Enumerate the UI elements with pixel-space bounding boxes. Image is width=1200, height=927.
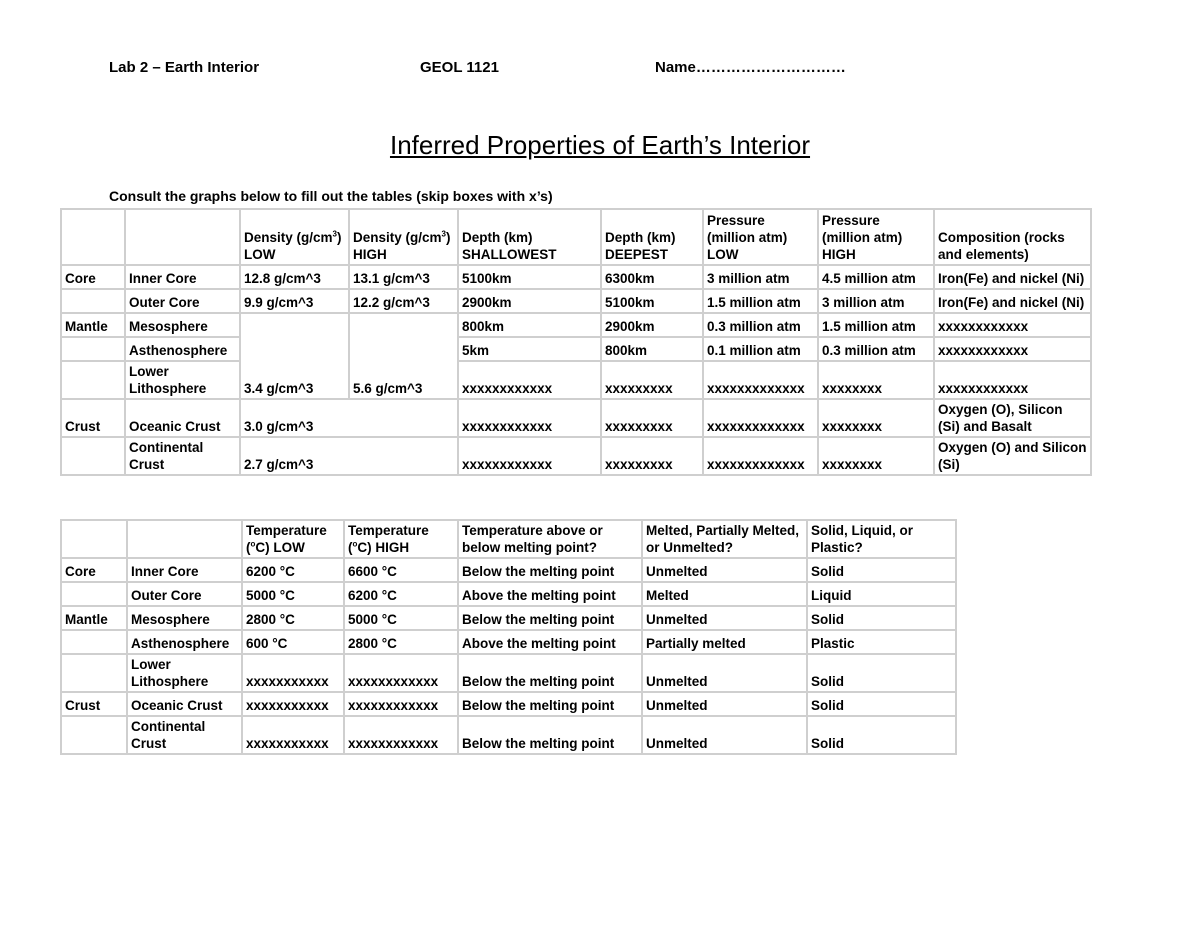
melted-status: Unmelted xyxy=(642,606,807,630)
melted-status: Melted xyxy=(642,582,807,606)
header-cell-empty xyxy=(61,209,125,265)
table-row xyxy=(61,265,1091,289)
pressure-high: 0.3 million atm xyxy=(818,337,934,361)
mantle-density-high: 5.6 g/cm^3 xyxy=(349,313,458,399)
state: Solid xyxy=(807,654,956,692)
table-row xyxy=(61,361,1091,399)
temp-low: 6200 °C xyxy=(242,558,344,582)
pressure-high: xxxxxxxx xyxy=(818,399,934,437)
group-mantle: Mantle xyxy=(61,606,127,630)
composition: xxxxxxxxxxxx xyxy=(934,337,1091,361)
composition: xxxxxxxxxxxx xyxy=(934,313,1091,337)
composition: Oxygen (O), Silicon (Si) and Basalt xyxy=(934,399,1091,437)
melting-point: Above the melting point xyxy=(458,630,642,654)
name-field: Name………………………… xyxy=(655,59,846,76)
composition: Iron(Fe) and nickel (Ni) xyxy=(934,265,1091,289)
course-code: GEOL 1121 xyxy=(420,59,499,76)
layer-name: Outer Core xyxy=(125,289,240,313)
depth-deepest: xxxxxxxxx xyxy=(601,399,703,437)
pressure-low: xxxxxxxxxxxxx xyxy=(703,361,818,399)
instructions: Consult the graphs below to fill out the tables (skip boxes with x’s) xyxy=(109,188,553,204)
table-row xyxy=(61,289,1091,313)
layer-name: Lower Lithosphere xyxy=(127,654,242,692)
table-row xyxy=(61,337,1091,361)
header-pressure-low: Pressure (million atm) LOW xyxy=(703,209,818,265)
table-row xyxy=(61,630,956,654)
pressure-low: 0.1 million atm xyxy=(703,337,818,361)
pressure-high: 1.5 million atm xyxy=(818,313,934,337)
header-cell-empty xyxy=(125,209,240,265)
group-crust: Crust xyxy=(61,692,127,716)
temp-low: xxxxxxxxxxx xyxy=(242,716,344,754)
temp-high: 6200 °C xyxy=(344,582,458,606)
depth-shallowest: xxxxxxxxxxxx xyxy=(458,437,601,475)
state: Liquid xyxy=(807,582,956,606)
group-empty xyxy=(61,437,125,475)
header-composition: Composition (rocks and elements) xyxy=(934,209,1091,265)
crust-density: 2.7 g/cm^3 xyxy=(240,437,458,475)
depth-deepest: xxxxxxxxx xyxy=(601,437,703,475)
header-cell-empty xyxy=(127,520,242,558)
state: Plastic xyxy=(807,630,956,654)
melted-status: Partially melted xyxy=(642,630,807,654)
group-empty xyxy=(61,337,125,361)
group-empty xyxy=(61,361,125,399)
group-empty xyxy=(61,654,127,692)
layer-name: Oceanic Crust xyxy=(125,399,240,437)
density-low: 12.8 g/cm^3 xyxy=(240,265,349,289)
depth-shallowest: 5km xyxy=(458,337,601,361)
pressure-high: xxxxxxxx xyxy=(818,437,934,475)
lab-title: Lab 2 – Earth Interior xyxy=(109,59,260,76)
layer-name: Mesosphere xyxy=(127,606,242,630)
density-high: 13.1 g/cm^3 xyxy=(349,265,458,289)
melting-point: Below the melting point xyxy=(458,692,642,716)
group-empty xyxy=(61,630,127,654)
melting-point: Below the melting point xyxy=(458,716,642,754)
layer-name: Inner Core xyxy=(127,558,242,582)
header-depth-shallowest: Depth (km) SHALLOWEST xyxy=(458,209,601,265)
depth-deepest: 5100km xyxy=(601,289,703,313)
density-low: 9.9 g/cm^3 xyxy=(240,289,349,313)
state: Solid xyxy=(807,692,956,716)
group-core: Core xyxy=(61,265,125,289)
depth-shallowest: xxxxxxxxxxxx xyxy=(458,399,601,437)
crust-density: 3.0 g/cm^3 xyxy=(240,399,458,437)
pressure-low: xxxxxxxxxxxxx xyxy=(703,399,818,437)
state: Solid xyxy=(807,716,956,754)
header-pressure-high: Pressure (million atm) HIGH xyxy=(818,209,934,265)
temp-high: 2800 °C xyxy=(344,630,458,654)
composition: xxxxxxxxxxxx xyxy=(934,361,1091,399)
table-row xyxy=(61,558,956,582)
header-melting-point: Temperature above or below melting point? xyxy=(458,520,642,558)
group-crust: Crust xyxy=(61,399,125,437)
temp-low: 2800 °C xyxy=(242,606,344,630)
melted-status: Unmelted xyxy=(642,654,807,692)
depth-deepest: 2900km xyxy=(601,313,703,337)
header-density-low: Density $(g/cm^3)$ LOW xyxy=(240,209,349,265)
table-row xyxy=(61,399,1091,437)
depth-deepest: xxxxxxxxx xyxy=(601,361,703,399)
temp-low: 600 °C xyxy=(242,630,344,654)
layer-name: Asthenosphere xyxy=(125,337,240,361)
melting-point: Below the melting point xyxy=(458,558,642,582)
density-high: 12.2 g/cm^3 xyxy=(349,289,458,313)
melting-point: Below the melting point xyxy=(458,606,642,630)
pressure-high: xxxxxxxx xyxy=(818,361,934,399)
layer-name: Asthenosphere xyxy=(127,630,242,654)
group-core: Core xyxy=(61,558,127,582)
group-empty xyxy=(61,289,125,313)
table-row xyxy=(61,716,956,754)
table-row xyxy=(61,692,956,716)
melting-point: Above the melting point xyxy=(458,582,642,606)
header-density-high: Density $(g/cm^3)$ HIGH xyxy=(349,209,458,265)
table-row xyxy=(61,313,1091,337)
depth-shallowest: xxxxxxxxxxxx xyxy=(458,361,601,399)
table-row xyxy=(61,654,956,692)
melted-status: Unmelted xyxy=(642,558,807,582)
layer-name: Continental Crust xyxy=(125,437,240,475)
layer-name: Mesosphere xyxy=(125,313,240,337)
temp-high: xxxxxxxxxxxx xyxy=(344,654,458,692)
depth-deepest: 6300km xyxy=(601,265,703,289)
depth-shallowest: 800km xyxy=(458,313,601,337)
pressure-low: 3 million atm xyxy=(703,265,818,289)
temp-high: 6600 °C xyxy=(344,558,458,582)
pressure-low: xxxxxxxxxxxxx xyxy=(703,437,818,475)
state: Solid xyxy=(807,558,956,582)
pressure-high: 4.5 million atm xyxy=(818,265,934,289)
layer-name: Continental Crust xyxy=(127,716,242,754)
table-row xyxy=(61,582,956,606)
group-empty xyxy=(61,582,127,606)
temp-low: 5000 °C xyxy=(242,582,344,606)
header-temp-low: Temperature ($^o$C) LOW xyxy=(242,520,344,558)
depth-shallowest: 2900km xyxy=(458,289,601,313)
temperature-state-table xyxy=(60,519,957,755)
table-row xyxy=(61,437,1091,475)
temp-high: xxxxxxxxxxxx xyxy=(344,716,458,754)
composition: Oxygen (O) and Silicon (Si) xyxy=(934,437,1091,475)
layer-name: Outer Core xyxy=(127,582,242,606)
pressure-low: 1.5 million atm xyxy=(703,289,818,313)
table-header-row xyxy=(61,209,1091,265)
temp-high: xxxxxxxxxxxx xyxy=(344,692,458,716)
page-title: Inferred Properties of Earth’s Interior xyxy=(389,130,811,160)
layer-name: Inner Core xyxy=(125,265,240,289)
state: Solid xyxy=(807,606,956,630)
header-melted: Melted, Partially Melted, or Unmelted? xyxy=(642,520,807,558)
depth-shallowest: 5100km xyxy=(458,265,601,289)
header-cell-empty xyxy=(61,520,127,558)
group-empty xyxy=(61,716,127,754)
temp-low: xxxxxxxxxxx xyxy=(242,692,344,716)
layer-name: Oceanic Crust xyxy=(127,692,242,716)
melting-point: Below the melting point xyxy=(458,654,642,692)
table-row xyxy=(61,606,956,630)
pressure-high: 3 million atm xyxy=(818,289,934,313)
header-temp-high: Temperature ($^o$C) HIGH xyxy=(344,520,458,558)
header-state: Solid, Liquid, or Plastic? xyxy=(807,520,956,558)
mantle-density-low: 3.4 g/cm^3 xyxy=(240,313,349,399)
temp-low: xxxxxxxxxxx xyxy=(242,654,344,692)
table-header-row xyxy=(61,520,956,558)
group-mantle: Mantle xyxy=(61,313,125,337)
composition: Iron(Fe) and nickel (Ni) xyxy=(934,289,1091,313)
depth-deepest: 800km xyxy=(601,337,703,361)
header-depth-deepest: Depth (km) DEEPEST xyxy=(601,209,703,265)
temp-high: 5000 °C xyxy=(344,606,458,630)
layer-name: Lower Lithosphere xyxy=(125,361,240,399)
pressure-low: 0.3 million atm xyxy=(703,313,818,337)
density-pressure-table xyxy=(60,208,1092,476)
melted-status: Unmelted xyxy=(642,716,807,754)
melted-status: Unmelted xyxy=(642,692,807,716)
